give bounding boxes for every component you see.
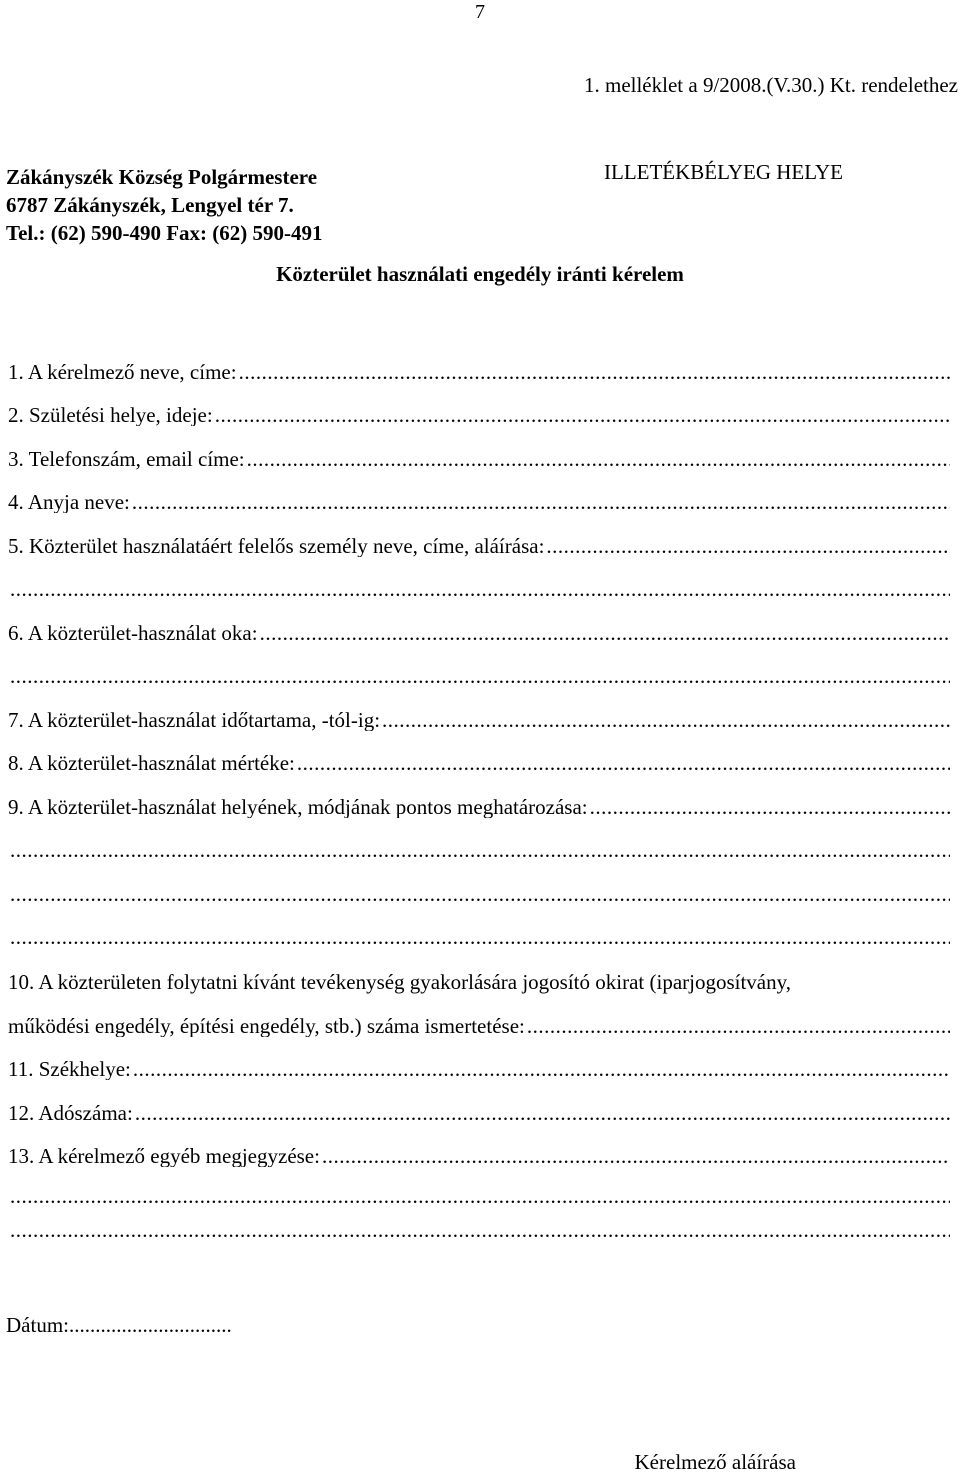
- fill-line[interactable]: [10, 840, 950, 861]
- annex-reference: 1. melléklet a 9/2008.(V.30.) Kt. rendelethez: [583, 73, 958, 97]
- field-label: 5. Közterület használatáért felelős személy neve, címe, aláírása:: [8, 536, 545, 557]
- fill-line[interactable]: [527, 1016, 950, 1037]
- field-birth-place-date[interactable]: [8, 405, 950, 426]
- field-usage-location-continued[interactable]: [8, 927, 950, 948]
- fill-line[interactable]: [382, 710, 950, 731]
- field-label: 8. A közterület-használat mértéke:: [8, 753, 295, 774]
- date-fill-line[interactable]: ...............................: [69, 1313, 232, 1337]
- field-label: 9. A közterület-használat helyének, módjának pontos meghatározása:: [8, 797, 588, 818]
- field-permit-document-label: 10. A közterületen folytatni kívánt tevékenység gyakorlására jogosító okirat (iparjogosítvány,: [8, 970, 792, 994]
- field-usage-extent[interactable]: [8, 753, 950, 774]
- fill-line[interactable]: [10, 579, 950, 600]
- field-usage-reason-continued[interactable]: [8, 666, 950, 687]
- field-usage-duration[interactable]: [8, 710, 950, 731]
- field-label: 4. Anyja neve:: [8, 492, 130, 513]
- issuer-contact: Tel.: (62) 590-490 Fax: (62) 590-491: [6, 221, 323, 245]
- fill-line[interactable]: [135, 1103, 950, 1124]
- field-label: működési engedély, építési engedély, stb.) száma ismertetése:: [8, 1016, 525, 1037]
- field-label: 12. Adószáma:: [8, 1103, 133, 1124]
- fill-line[interactable]: [322, 1146, 950, 1167]
- field-label: 3. Telefonszám, email címe:: [8, 449, 245, 470]
- fill-line[interactable]: [10, 1220, 950, 1241]
- fill-line[interactable]: [10, 666, 950, 687]
- field-mother-name[interactable]: [8, 492, 950, 513]
- fill-line[interactable]: [297, 753, 950, 774]
- field-applicant-notes-continued[interactable]: [8, 1220, 950, 1241]
- page-number: 7: [475, 1, 485, 23]
- field-usage-location[interactable]: [8, 797, 950, 818]
- field-permit-document[interactable]: [8, 1016, 950, 1037]
- field-label: 1. A kérelmező neve, címe:: [8, 362, 237, 383]
- field-usage-reason[interactable]: [8, 623, 950, 644]
- field-applicant-notes[interactable]: [8, 1146, 950, 1167]
- fill-line[interactable]: [133, 1059, 950, 1080]
- field-label: 11. Székhelye:: [8, 1059, 131, 1080]
- fill-line[interactable]: [247, 449, 950, 470]
- stamp-area: ILLETÉKBÉLYEG HELYE: [604, 160, 843, 184]
- field-responsible-person-continued[interactable]: [8, 579, 950, 600]
- field-headquarters[interactable]: [8, 1059, 950, 1080]
- date-field[interactable]: [6, 1315, 232, 1336]
- issuer-block: [6, 163, 323, 247]
- fill-line[interactable]: [10, 927, 950, 948]
- field-applicant-name-address[interactable]: [8, 362, 950, 383]
- field-label: 13. A kérelmező egyéb megjegyzése:: [8, 1146, 320, 1167]
- fill-line[interactable]: [132, 492, 950, 513]
- field-label: 7. A közterület-használat időtartama, -tól-ig:: [8, 710, 381, 731]
- fill-line[interactable]: [239, 362, 950, 383]
- fill-line[interactable]: [260, 623, 950, 644]
- date-label: Dátum:: [6, 1313, 69, 1337]
- fill-line[interactable]: [215, 405, 950, 426]
- fill-line[interactable]: [10, 884, 950, 905]
- fill-line[interactable]: [546, 536, 950, 557]
- field-responsible-person[interactable]: [8, 536, 950, 557]
- field-label: 6. A közterület-használat oka:: [8, 623, 258, 644]
- field-usage-location-continued[interactable]: [8, 840, 950, 861]
- form-title: Közterület használati engedély iránti kérelem: [276, 262, 684, 286]
- field-tax-number[interactable]: [8, 1103, 950, 1124]
- field-phone-email[interactable]: [8, 449, 950, 470]
- field-applicant-notes-continued[interactable]: [8, 1186, 950, 1207]
- fill-line[interactable]: [590, 797, 950, 818]
- issuer-address: 6787 Zákányszék, Lengyel tér 7.: [6, 193, 294, 217]
- fill-line[interactable]: [10, 1186, 950, 1207]
- signature-label: Kérelmező aláírása: [634, 1450, 796, 1474]
- issuer-name: Zákányszék Község Polgármestere: [6, 165, 318, 189]
- field-usage-location-continued[interactable]: [8, 884, 950, 905]
- field-label: 2. Születési helye, ideje:: [8, 405, 213, 426]
